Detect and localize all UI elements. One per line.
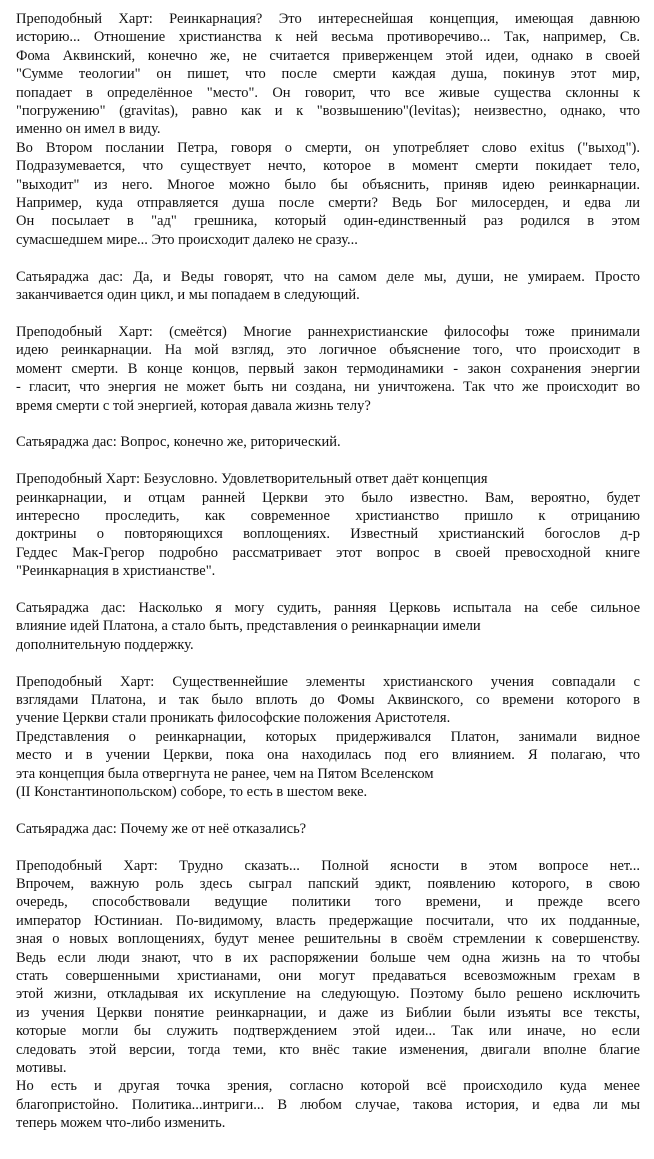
text-line: Подразумевается, что существует нечто, которое в момент смерти покидает тело, bbox=[16, 158, 640, 175]
text-line: историю... Отношение христианства к ней весьма противоречиво... Так, например, Св. bbox=[16, 29, 640, 46]
text-line: влияние идей Платона, а стало быть, представления о реинкарнации имели bbox=[16, 618, 481, 635]
text-line: Преподобный Харт: (смеётся) Многие раннехристианские философы тоже принимали bbox=[16, 323, 640, 340]
paragraph bbox=[16, 323, 640, 415]
text-line: дополнительную поддержку. bbox=[16, 636, 194, 653]
text-line: (II Константинопольском) соборе, то есть в шестом веке. bbox=[16, 783, 368, 800]
text-line: Представления о реинкарнации, которых придерживался Платон, занимали видное bbox=[16, 728, 640, 745]
text-line: Сатьяраджа дас: Почему же от неё отказались? bbox=[16, 820, 307, 837]
paragraph-gap bbox=[16, 452, 640, 470]
text-line: эта концепция была отвергнута не ранее, чем на Пятом Вселенском bbox=[16, 765, 434, 782]
text-line: учение Церкви стали проникать философские положения Аристотеля. bbox=[16, 710, 451, 727]
paragraph bbox=[16, 599, 640, 654]
text-line: теперь можем что-либо изменить. bbox=[16, 1115, 226, 1132]
text-line: - гласит, что энергия не может быть ни создана, ни уничтожена. Так что же происходит во bbox=[16, 379, 640, 396]
text-line: очередь, способствовали ведущие политики того времени, и прежде всего bbox=[16, 894, 640, 911]
text-line: Преподобный Харт: Трудно сказать... Полной ясности в этом вопросе нет... bbox=[16, 857, 640, 874]
text-line: Геддес Мак-Грегор подробно рассматривает этот вопрос в своей превосходной книге bbox=[16, 544, 640, 561]
text-line: Он посылает в "ад" грешника, который один-единственный раз родился в этом bbox=[16, 213, 640, 230]
text-line: "Реинкарнация в христианстве". bbox=[16, 563, 216, 580]
text-line: Преподобный Харт: Реинкарнация? Это интереснейшая концепция, имеющая давнюю bbox=[16, 11, 640, 27]
paragraph-gap bbox=[16, 415, 640, 433]
text-line: император Юстиниан. По-видимому, власть предержащие посчитали, что их подданные, bbox=[16, 912, 640, 929]
text-line: Сатьяраджа дас: Насколько я могу судить, ранняя Церковь испытала на себе сильное bbox=[16, 599, 640, 616]
paragraph-gap bbox=[16, 304, 640, 322]
text-line: сумасшедшем мире... Это происходит далеко не сразу... bbox=[16, 231, 358, 248]
paragraph bbox=[16, 470, 640, 580]
text-line: заканчивается один цикл, и мы попадаем в следующий. bbox=[16, 287, 360, 304]
text-line: Сатьяраджа дас: Вопрос, конечно же, риторический. bbox=[16, 434, 341, 451]
text-line: идею реинкарнации. На мой взгляд, это логичное объяснение того, что происходит в bbox=[16, 342, 640, 359]
text-line: следовать этой версии, тогда теми, кто внёс такие изменения, двигали вполне благие bbox=[16, 1041, 640, 1058]
text-line: взглядами Платона, и так было вплоть до Фомы Аквинского, со времени которого в bbox=[16, 691, 640, 708]
text-line: Ведь если люди знают, что в их распоряжении больше чем одна жизнь на то чтобы bbox=[16, 949, 640, 966]
text-line: "выходит" из него. Многое можно было бы объяснить, приняв идею реинкарнации. bbox=[16, 176, 640, 193]
paragraph bbox=[16, 673, 640, 802]
paragraph-gap bbox=[16, 838, 640, 856]
text-line: Например, куда отправляется душа после смерти? Ведь Бог милосерден, и едва ли bbox=[16, 195, 640, 212]
text-line: этой жизни, откладывая их искупление на следующую. Поэтому было решено исключить bbox=[16, 986, 640, 1003]
text-line: время смерти с той энергией, которая давала жизнь телу? bbox=[16, 397, 371, 414]
text-line: Впрочем, важную роль здесь сыграл папский эдикт, появлению которого, в свою bbox=[16, 875, 640, 892]
text-line: из учения Церкви понятие реинкарнации, и даже из Библии были изъяты все тексты, bbox=[16, 1004, 640, 1021]
text-line: именно он имел в виду. bbox=[16, 121, 161, 138]
text-line: "погружению" (gravitas), равно как и к "возвышению"(levitas); неизвестно, однако, что bbox=[16, 103, 640, 120]
paragraph bbox=[16, 820, 640, 838]
text-line: Но есть и другая точка зрения, согласно которой всё происходило куда менее bbox=[16, 1078, 640, 1095]
text-line: благопристойно. Политика...интриги... В любом случае, такова история, и едва ли мы bbox=[16, 1096, 640, 1113]
text-line: реинкарнации, и отцам ранней Церкви это было известно. Вам, вероятно, будет bbox=[16, 489, 640, 506]
text-line: мотивы. bbox=[16, 1060, 67, 1077]
text-line: попадает в определённое "место". Он говорит, что все живые существа склонны к bbox=[16, 84, 640, 101]
text-line: Фома Аквинский, конечно же, не считается приверженцем этой идеи, однако в своей bbox=[16, 47, 640, 64]
paragraph-gap bbox=[16, 581, 640, 599]
text-line: "Сумме теологии" он пишет, что после смерти каждая душа, покинув этот мир, bbox=[16, 66, 640, 83]
text-line: зная о новых воплощениях, будут менее решительны в своём стремлении к совершенству. bbox=[16, 931, 640, 948]
document-body bbox=[16, 10, 640, 1133]
paragraph bbox=[16, 268, 640, 305]
paragraph-gap bbox=[16, 801, 640, 819]
text-line: Во Втором послании Петра, говоря о смерти, он употребляет слово exitus ("выход"). bbox=[16, 139, 640, 156]
text-line: Преподобный Харт: Безусловно. Удовлетворительный ответ даёт концепция bbox=[16, 471, 488, 488]
paragraph-gap bbox=[16, 249, 640, 267]
paragraph bbox=[16, 433, 640, 451]
text-line: стать совершенными христианами, они могут предаваться всевозможным грехам в bbox=[16, 968, 640, 984]
text-line: Преподобный Харт: Существеннейшие элементы христианского учения совпадали с bbox=[16, 673, 640, 690]
text-line: момент смерти. В конце концов, первый закон термодинамики - закон сохранения энергии bbox=[16, 360, 640, 377]
paragraph bbox=[16, 10, 640, 249]
text-line: место и в учении Церкви, пока она находилась под его влиянием. Я полагаю, что bbox=[16, 747, 640, 764]
paragraph-gap bbox=[16, 654, 640, 672]
text-line: интересно проследить, как современное христианство пришло к отрицанию bbox=[16, 507, 640, 524]
text-line: которые могли бы служить подтверждением этой идеи... Так или иначе, но если bbox=[16, 1023, 640, 1040]
text-line: доктрины о повторяющихся воплощениях. Известный христианский богослов д-р bbox=[16, 526, 640, 543]
text-line: Сатьяраджа дас: Да, и Веды говорят, что на самом деле мы, души, не умираем. Просто bbox=[16, 268, 640, 285]
paragraph bbox=[16, 857, 640, 1133]
